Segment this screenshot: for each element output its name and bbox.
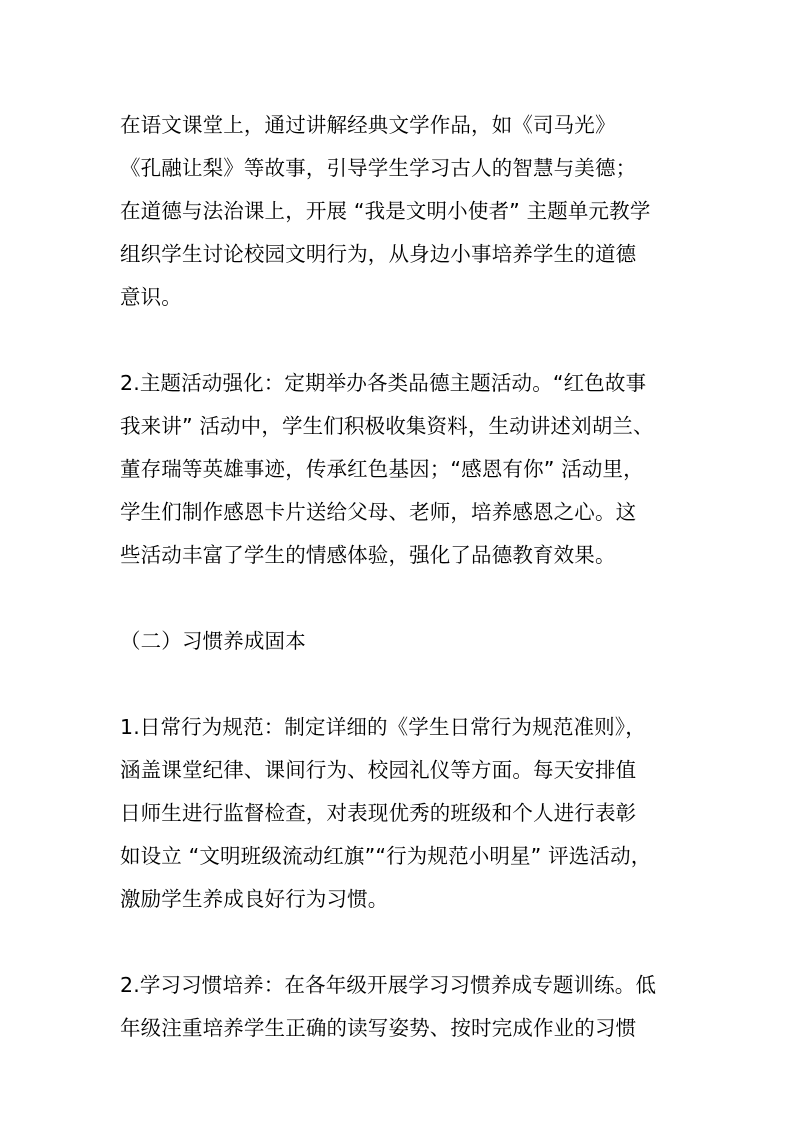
paragraph-theme-activities	[120, 362, 680, 577]
text-line: 如设立 “文明班级流动红旗”“行为规范小明星” 评选活动，	[120, 844, 652, 868]
paragraph-study-habits	[120, 964, 680, 1050]
text-line: 激励学生养成良好行为习惯。	[120, 887, 389, 911]
text-line: 在道德与法治课上，开展 “我是文明小使者” 主题单元教学	[120, 199, 651, 223]
paragraph-gap	[120, 319, 680, 362]
paragraph-gap	[120, 577, 680, 620]
text-line: 在语文课堂上，通过讲解经典文学作品，如《司马光》	[120, 113, 616, 137]
paragraph-daily-behavior	[120, 706, 680, 921]
text-line: 学生们制作感恩卡片送给父母、老师，培养感恩之心。这	[120, 500, 637, 524]
text-line: 意识。	[120, 285, 182, 309]
paragraph-gap	[120, 921, 680, 964]
text-line: 1.日常行为规范：制定详细的《学生日常行为规范准则》，	[120, 715, 646, 739]
text-line: 涵盖课堂纪律、课间行为、校园礼仪等方面。每天安排值	[120, 758, 637, 782]
text-line: 组织学生讨论校园文明行为，从身边小事培养学生的道德	[120, 242, 637, 266]
text-line: 些活动丰富了学生的情感体验，强化了品德教育效果。	[120, 543, 616, 567]
text-line: 年级注重培养学生正确的读写姿势、按时完成作业的习惯	[120, 1016, 637, 1040]
heading-line: （二）习惯养成固本	[120, 629, 306, 653]
text-line: 2.主题活动强化：定期举办各类品德主题活动。“红色故事	[120, 371, 647, 395]
text-line: 日师生进行监督检查，对表现优秀的班级和个人进行表彰	[120, 801, 637, 825]
text-line: 董存瑞等英雄事迹，传承红色基因；“感恩有你” 活动里，	[120, 457, 644, 481]
paragraph-subject-teaching	[120, 104, 680, 319]
paragraph-gap	[120, 663, 680, 706]
text-line: 《孔融让梨》等故事，引导学生学习古人的智慧与美德；	[120, 156, 637, 180]
text-line: 我来讲” 活动中，学生们积极收集资料，生动讲述刘胡兰、	[120, 414, 654, 438]
text-line: 2.学习习惯培养：在各年级开展学习习惯养成专题训练。低	[120, 973, 657, 997]
document-body	[120, 104, 680, 1050]
section-heading	[120, 620, 680, 663]
